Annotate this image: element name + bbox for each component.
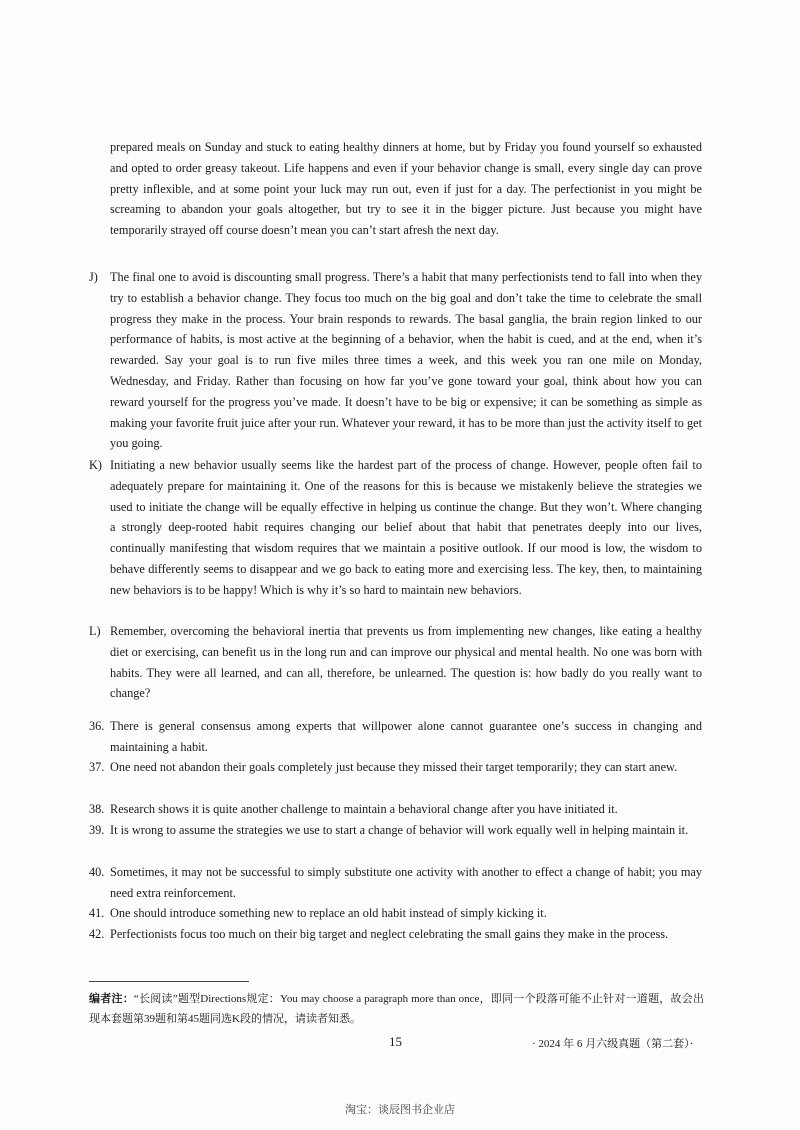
question-number: 37. [89,760,105,774]
question-37 [89,757,702,778]
footnote-divider [89,981,249,982]
question-39 [89,820,702,841]
paragraph-label: L) [89,624,101,638]
question-text: There is general consensus among experts that willpower alone cannot guarantee one’s success in changing and maintaining a habit. [110,719,702,754]
question-number: 40. [89,865,105,879]
paragraph-text: Remember, overcoming the behavioral inertia that prevents us from implementing new changes, like eating a healthy diet or exercising, can benefit us in the long run and can improve our physical and mental health. No one was born with habits. They were all learned, and can all, therefore, be unlearned. The question is: how badly do you really want to change? [110,624,702,701]
question-41 [89,903,702,924]
question-text: Perfectionists focus too much on their big target and neglect celebrating the small gains they make in the process. [110,927,669,941]
question-number: 41. [89,906,105,920]
shop-watermark-footer: 淘宝：谈辰图书企业店 [345,1103,455,1116]
editor-note-tag: 编者注： [89,993,134,1005]
question-text: Research shows it is quite another challenge to maintain a behavioral change after you have initiated it. [110,802,618,816]
paragraph-l [89,621,702,704]
question-number: 38. [89,802,105,816]
question-text: One should introduce something new to replace an old habit instead of simply kicking it. [110,906,547,920]
question-text: It is wrong to assume the strategies we use to start a change of behavior will work equally well in helping maintain it. [110,823,689,837]
question-text: Sometimes, it may not be successful to simply substitute one activity with another to effect a change of habit; you may need extra reinforcement. [110,865,702,900]
question-36 [89,716,702,758]
editor-note [89,989,704,1029]
paragraph-label: K) [89,458,102,472]
running-title: · 2024 年 6 月六级真题（第二套）· [532,1038,694,1050]
paragraph-text: The final one to avoid is discounting small progress. There’s a habit that many perfectionists tend to fall into when they try to establish a behavior change. They focus too much on the big goal and don’t take the time to celebrate the small progress they make in the process. Your brain responds to rewards. The basal ganglia, the brain region linked to our performance of habits, is most active at the beginning of a behavior, when the habit is cued, and at the end, when it’s rewarded. Say your goal is to run five miles three times a week, and this week you ran one mile on Monday, Wednesday, and Friday. Rather than focusing on how far you’ve gone toward your goal, think about how you can reward yourself for the progress you’ve made. It doesn’t have to be big or expensive; it can be something as simple as making your favorite fruit juice after your run. Whatever your reward, it has to be more than just the activity itself to get you going. [110,270,702,451]
question-text: One need not abandon their goals completely just because they missed their target temporarily; they can start anew. [110,760,678,774]
editor-note-text: “长阅读”题型Directions规定：You may choose a paragraph more than once，即同一个段落可能不止针对一道题，故会出现本套题第39题和第45题同选K段的情况，请读者知悉。 [89,993,704,1025]
continuation-paragraph: prepared meals on Sunday and stuck to eating healthy dinners at home, but by Friday you found yourself so exhausted and opted to order greasy takeout. Life happens and even if your behavior change is small, every single day can prove pretty inflexible, and at some point your luck may run out, even if just for a day. The perfectionist in you might be screaming to abandon your goals altogether, but try to see it in the bigger picture. Just because you might have temporarily strayed off course doesn’t mean you can’t start afresh the next day. [110,140,702,238]
question-number: 39. [89,823,105,837]
question-number: 36. [89,719,105,733]
paragraph-text: Initiating a new behavior usually seems like the hardest part of the process of change. However, people often fail to adequately prepare for maintaining it. One of the reasons for this is because we mistakenly believe the strategies we used to initiate the change will be equally effective in helping us continue the change. But they won’t. Where changing a strongly deep-rooted habit requires changing our belief about that habit that penetrates deeply into our lives, continually manifesting that wisdom requires that we maintain a positive outlook. If our mood is low, the wisdom to behave differently seems to disappear and we go back to eating more and exercising less. The key, then, to maintaining new behaviors is to be happy! Which is why it’s so hard to maintain new behaviors. [110,458,702,597]
paragraph-label: J) [89,270,98,284]
paragraph-k [89,455,702,601]
question-number: 42. [89,927,105,941]
question-38 [89,799,702,820]
paragraph-j [89,267,702,454]
question-40 [89,862,702,904]
page-number: 15 [389,1034,402,1049]
question-42 [89,924,702,945]
